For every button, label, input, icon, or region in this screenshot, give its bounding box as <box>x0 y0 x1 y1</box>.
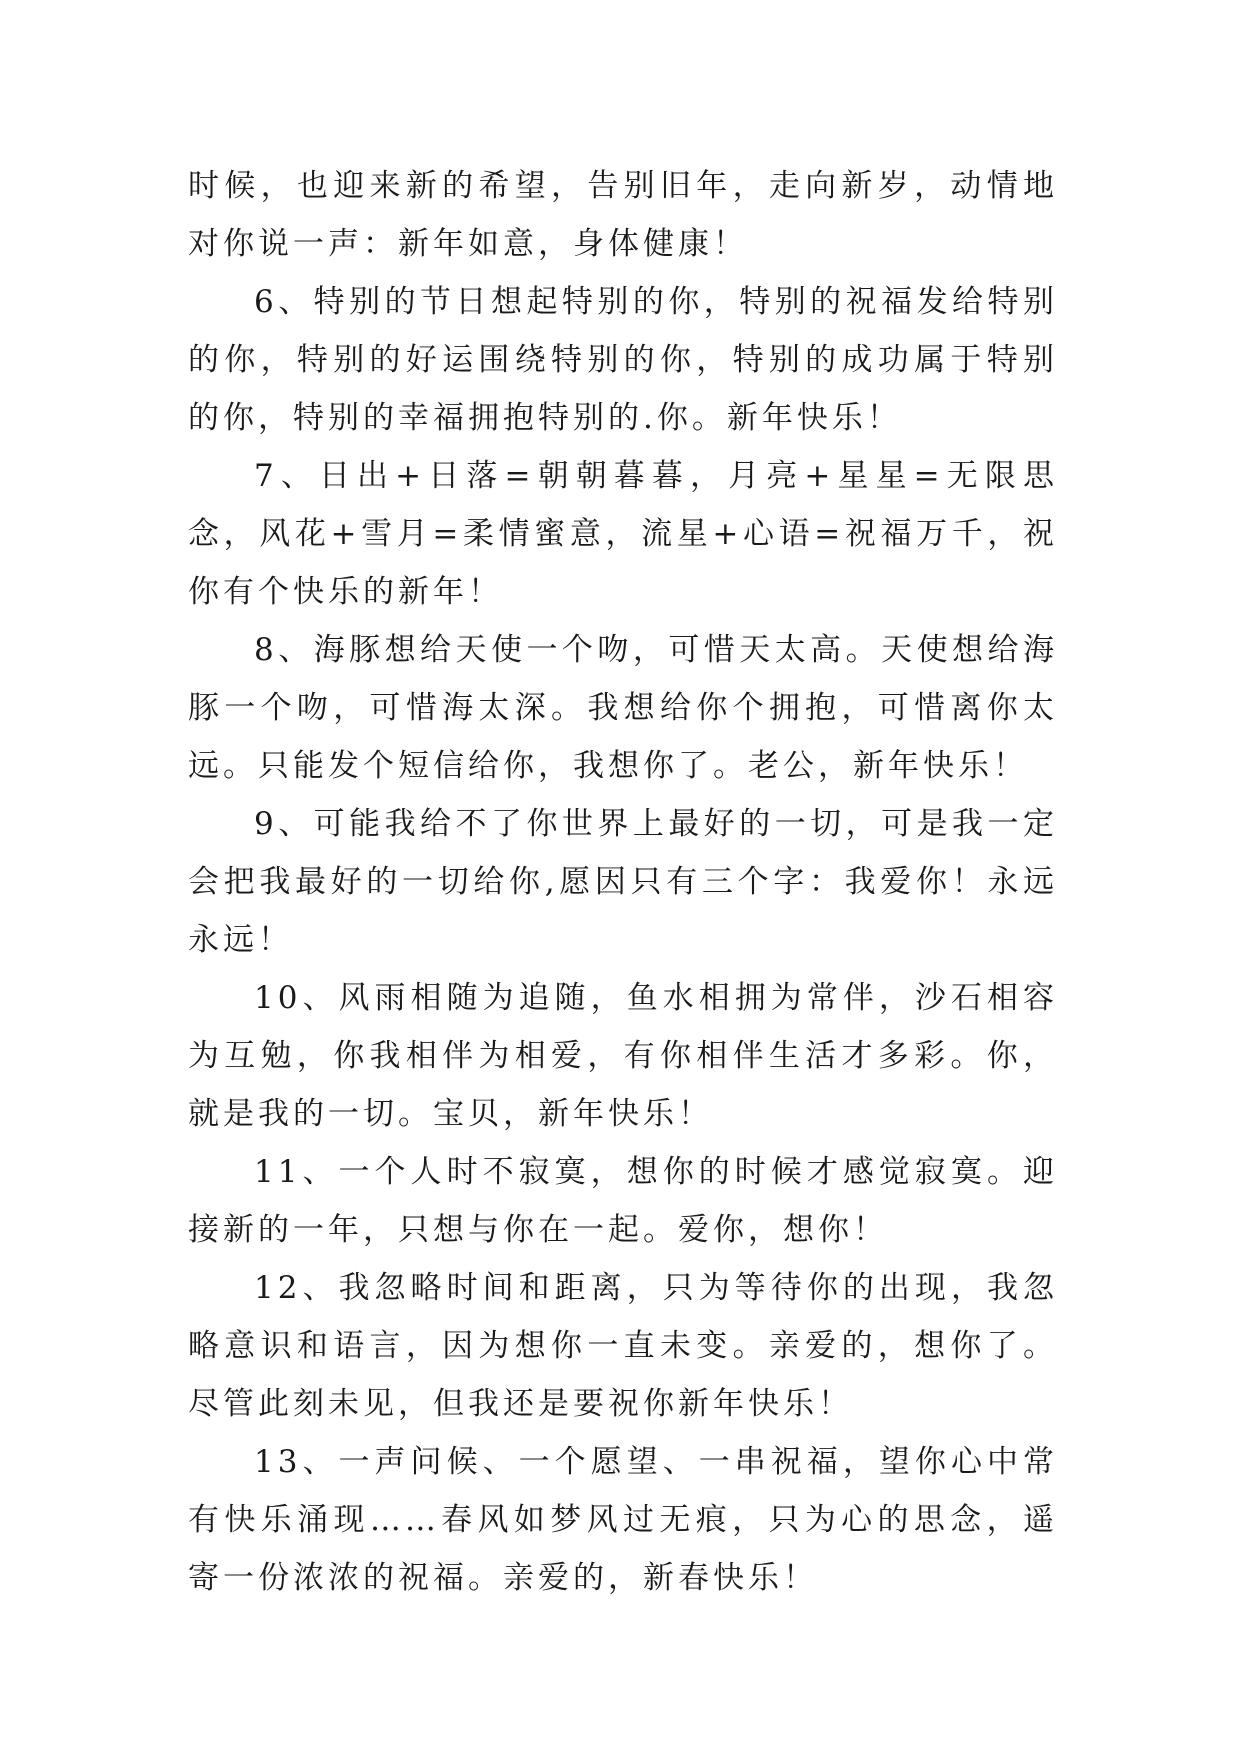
paragraph-item-12: 12、我忽略时间和距离，只为等待你的出现，我忽略意识和语言，因为想你一直未变。亲爱的，想你了。尽管此刻未见，但我还是要祝你新年快乐！ <box>188 1270 1058 1422</box>
paragraph-item-7: 7、日出+日落=朝朝暮暮，月亮+星星=无限思念，风花+雪月=柔情蜜意，流星+心语=祝福万千，祝你有个快乐的新年！ <box>188 458 1058 610</box>
paragraph-continuation: 时候，也迎来新的希望，告别旧年，走向新岁，动情地对你说一声：新年如意，身体健康！ <box>188 168 1058 262</box>
paragraph-item-10: 10、风雨相随为追随，鱼水相拥为常伴，沙石相容为互勉，你我相伴为相爱，有你相伴生活才多彩。你，就是我的一切。宝贝，新年快乐！ <box>188 980 1058 1132</box>
document-body <box>188 157 1058 1607</box>
paragraph-item-8: 8、海豚想给天使一个吻，可惜天太高。天使想给海豚一个吻，可惜海太深。我想给你个拥抱，可惜离你太远。只能发个短信给你，我想你了。老公，新年快乐！ <box>188 632 1058 784</box>
paragraph-item-6: 6、特别的节日想起特别的你，特别的祝福发给特别的你，特别的好运围绕特别的你，特别的成功属于特别的你，特别的幸福拥抱特别的.你。新年快乐！ <box>188 284 1058 436</box>
paragraph-item-11: 11、一个人时不寂寞，想你的时候才感觉寂寞。迎接新的一年，只想与你在一起。爱你，想你！ <box>188 1154 1058 1248</box>
paragraph-item-13: 13、一声问候、一个愿望、一串祝福，望你心中常有快乐涌现……春风如梦风过无痕，只为心的思念，遥寄一份浓浓的祝福。亲爱的，新春快乐！ <box>188 1444 1058 1596</box>
paragraph-item-9: 9、可能我给不了你世界上最好的一切，可是我一定会把我最好的一切给你,愿因只有三个字：我爱你！永远永远！ <box>188 806 1058 958</box>
